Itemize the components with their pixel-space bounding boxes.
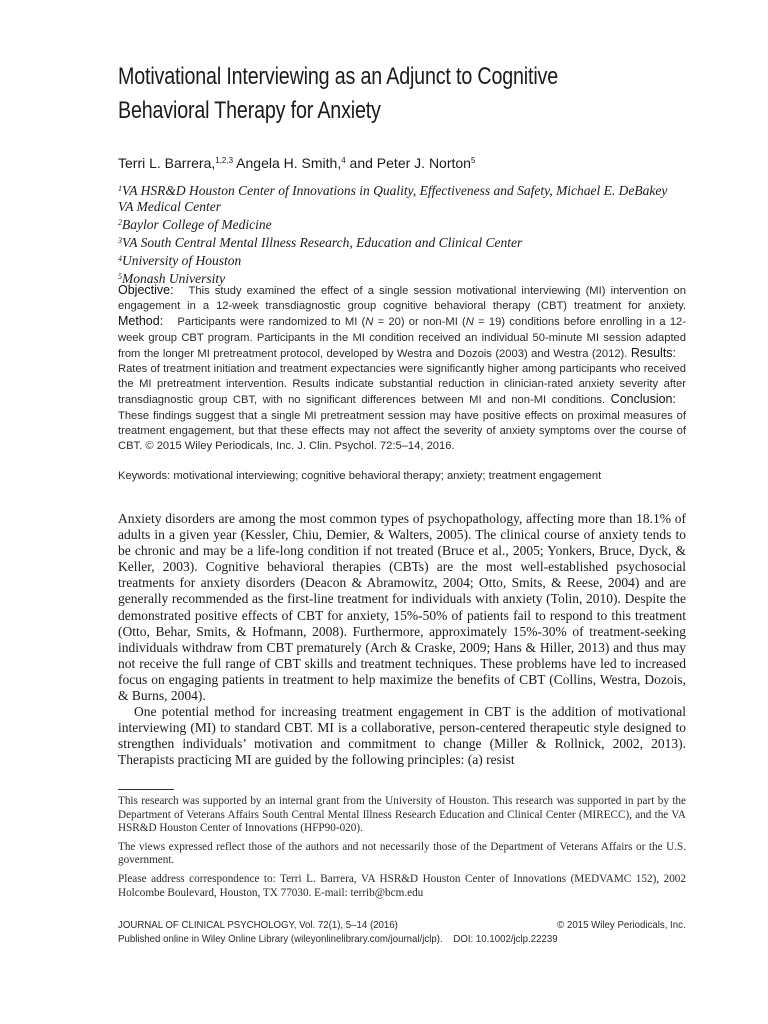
affiliation-list	[118, 181, 678, 287]
affiliation-text: Monash University	[122, 271, 226, 286]
affiliation-number: 5	[118, 272, 122, 281]
journal-footer-row	[118, 918, 686, 932]
affiliation-text: University of Houston	[122, 253, 242, 268]
abstract	[118, 283, 686, 454]
author-superscript: 1,2,3	[215, 156, 234, 165]
author-superscript: 4	[341, 156, 346, 165]
affiliation-item	[118, 233, 678, 251]
journal-footer	[118, 918, 686, 946]
abstract-objective-text: This study examined the effect of a single session motivational interviewing (MI) intervention on engagement in a 12-week transdiagnostic group cognitive behavioral therapy (CBT) treatment for anxiety.	[118, 285, 686, 313]
abstract-method-text: Participants were randomized to MI (	[177, 316, 366, 329]
abstract-n-symbol: N	[365, 316, 374, 329]
footnote: This research was supported by an internal grant from the University of Houston. This research was supported in part by the Department of Veterans Affairs South Central Mental Illness Research Education and Clinical Center (MIRECC), and the VA HSR&D Houston Center of Innovations (HFP90-020).	[118, 795, 686, 835]
affiliation-text: VA South Central Mental Illness Research, Education and Clinical Center	[122, 235, 523, 250]
body-paragraph: One potential method for increasing treatment engagement in CBT is the addition of motivational interviewing (MI) to standard CBT. MI is a collaborative, person-centered therapeutic style designed to strengthen individuals’ motivation and commitment to change (Miller & Rollnick, 2002, 2013). Therapists practicing MI are guided by the following principles: (a) resist	[118, 704, 686, 768]
abstract-conclusion-text: These findings suggest that a single MI pretreatment session may have positive effects on proximal measures of treatment engagement, but that these effects may not affect the severity of anxiety symptoms over the course of CBT.	[118, 409, 686, 453]
journal-citation: JOURNAL OF CLINICAL PSYCHOLOGY, Vol. 72(1), 5–14 (2016)	[118, 919, 398, 931]
abstract-method-text: = 19) conditions before enrolling in a 12-week group CBT program. Participants in the MI condition received an individual 50-minute MI session adapted from the longer MI pretreatment protocol, developed by Westra and Dozois (2003) and Westra (2012).	[118, 316, 686, 360]
abstract-method-heading: Method:	[118, 314, 164, 329]
footnote-divider	[118, 789, 174, 790]
abstract-results-heading: Results:	[630, 345, 677, 360]
abstract-method-text: = 20) or non-MI (	[373, 316, 466, 329]
body-text	[118, 511, 686, 769]
footnote: Please address correspondence to: Terri L. Barrera, VA HSR&D Houston Center of Innovations (MEDVAMC 152), 2002 Holcombe Boulevard, Houston, TX 77030. E-mail: terrib@bcm.edu	[118, 872, 686, 899]
footnote: The views expressed reflect those of the authors and not necessarily those of the Department of Veterans Affairs or the U.S. government.	[118, 840, 686, 867]
abstract-n-symbol: N	[465, 316, 474, 329]
author-name: Terri L. Barrera,	[118, 155, 216, 171]
abstract-objective-heading: Objective:	[118, 283, 174, 297]
abstract-conclusion-heading: Conclusion:	[610, 392, 676, 407]
affiliation-text: VA HSR&D Houston Center of Innovations in Quality, Effectiveness and Safety, Michael E. DeBakey VA Medical Center	[118, 183, 668, 214]
article-title: Motivational Interviewing as an Adjunct to Cognitive Behavioral Therapy for Anxiety	[118, 63, 558, 124]
affiliation-item	[118, 251, 678, 269]
affiliation-item	[118, 181, 678, 215]
journal-doi: DOI: 10.1002/jclp.22239	[453, 933, 558, 945]
affiliation-number: 3	[118, 236, 122, 245]
affiliation-item	[118, 215, 678, 233]
author-name: and Peter J. Norton	[345, 155, 471, 171]
keywords: Keywords: motivational interviewing; cognitive behavioral therapy; anxiety; treatment engagement	[118, 470, 602, 482]
author-name: Angela H. Smith,	[233, 155, 342, 171]
footnotes	[118, 795, 686, 905]
affiliation-number: 1	[118, 184, 122, 193]
affiliation-number: 4	[118, 254, 122, 263]
author-superscript: 5	[470, 156, 476, 165]
journal-footer-row	[118, 932, 641, 946]
affiliation-text: Baylor College of Medicine	[122, 217, 272, 232]
author-list	[118, 152, 475, 172]
body-paragraph: Anxiety disorders are among the most common types of psychopathology, affecting more than 18.1% of adults in a given year (Kessler, Chiu, Demier, & Walters, 2005). The clinical course of anxiety tends to be chronic and may be a life-long condition if not treated (Bruce et al., 2005; Yonkers, Bruce, Dyck, & Keller, 2003). Cognitive behavioral therapies (CBTs) are the most well-established psychosocial treatments for anxiety disorders (Deacon & Abramowitz, 2004; Otto, Smits, & Reese, 2004) and are generally recommended as the first-line treatment for individuals with anxiety (Tolin, 2010). Despite the demonstrated positive effects of CBT for anxiety, 15%-50% of patients fail to respond to this treatment (Otto, Behar, Smits, & Hofmann, 2008). Furthermore, approximately 15%-30% of treatment-seeking individuals withdraw from CBT prematurely (Arch & Craske, 2009; Hans & Hiller, 2013) and thus may not receive the full range of CBT skills and treatment techniques. These problems have led to increased focus on engaging patients in treatment to help maximize the benefits of CBT (Collins, Westra, Dozois, & Burns, 2004).	[118, 511, 686, 704]
affiliation-number: 2	[118, 218, 122, 227]
journal-copyright: © 2015 Wiley Periodicals, Inc.	[557, 919, 686, 931]
journal-published-online: Published online in Wiley Online Library (wileyonlinelibrary.com/journal/jclp).	[118, 933, 443, 945]
abstract-copyright: © 2015 Wiley Periodicals, Inc. J. Clin. Psychol. 72:5–14, 2016.	[145, 440, 455, 453]
abstract-results-text: Rates of treatment initiation and treatment expectancies were significantly higher among participants who received the MI pretreatment intervention. Results indicate substantial reduction in clinician-rated anxiety severity after transdiagnostic group CBT, with no significant differences between MI and non-MI conditions.	[118, 363, 686, 407]
